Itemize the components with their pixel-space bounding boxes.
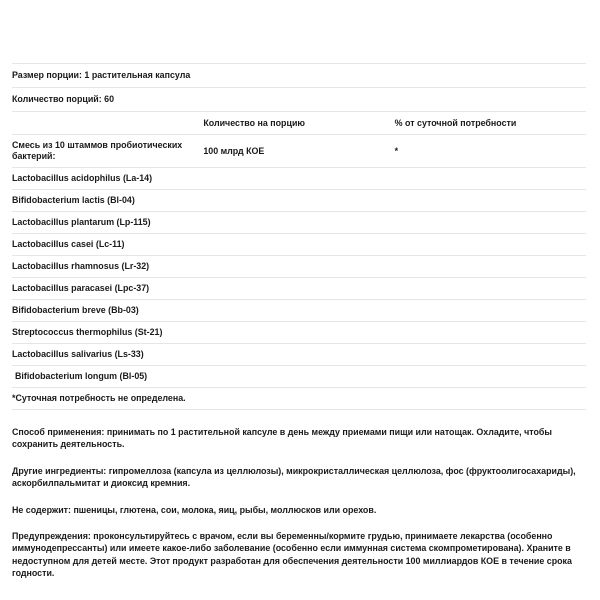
warnings-paragraph: Предупреждения: проконсультируйтесь с врачом, если вы беременны/кормите грудью, принимаете лекарства (особенно иммунодепрессанты) или имеете какое-либо заболевание (особенно если иммунная система скомпрометирована). Храните в недоступном для детей месте. Этот продукт разработан для обеспечения деятельности 100 миллиардов КОЕ в течение срока годности. [12, 531, 572, 579]
probiotic-blend-amount: 100 млрд КОЕ [203, 135, 394, 168]
label-notes [12, 426, 586, 580]
allergen-statement-paragraph: Не содержит: пшеницы, глютена, сои, молока, яиц, рыбы, моллюсков или орехов. [12, 504, 377, 515]
strain-name: Lactobacillus acidophilus (La-14) [12, 168, 586, 190]
table-row [12, 190, 586, 212]
table-row [12, 256, 586, 278]
column-header-percent-daily-value: % от суточной потребности [395, 112, 586, 135]
table-row [12, 366, 586, 388]
probiotic-blend-name: Смесь из 10 штаммов пробиотических бактерий: [12, 135, 203, 168]
table-row [12, 344, 586, 366]
table-row [12, 168, 586, 190]
strain-name: Streptococcus thermophilus (St-21) [12, 322, 586, 344]
strain-name: Lactobacillus paracasei (Lpc-37) [12, 278, 586, 300]
other-ingredients-paragraph: Другие ингредиенты: гипромеллоза (капсула из целлюлозы), микрокристаллическая целлюлоза, фос (фруктоолигосахариды), аскорбилпальмитат и диоксид кремния. [12, 465, 576, 489]
table-row [12, 212, 586, 234]
column-header-name [12, 112, 203, 135]
servings-per-container-text: Количество порций: 60 [12, 88, 586, 112]
strain-name: Lactobacillus casei (Lc-11) [12, 234, 586, 256]
supplement-facts-table [12, 63, 586, 410]
table-row [12, 322, 586, 344]
column-header-amount-per-serving: Количество на порцию [203, 112, 394, 135]
table-row [12, 278, 586, 300]
table-row [12, 234, 586, 256]
table-row-daily-value-footnote [12, 388, 586, 410]
strain-name: Bifidobacterium longum (Bl-05) [12, 366, 586, 388]
directions-paragraph: Способ применения: принимать по 1 растительной капсуле в день между приемами пищи или натощак. Охладите, чтобы сохранить деятельность. [12, 427, 552, 450]
strain-name: Lactobacillus rhamnosus (Lr-32) [12, 256, 586, 278]
strain-name: Bifidobacterium lactis (Bl-04) [12, 190, 586, 212]
table-row-probiotic-blend [12, 135, 586, 168]
probiotic-blend-daily-value: * [395, 135, 586, 168]
table-header-row [12, 112, 586, 135]
table-row-servings-per-container [12, 88, 586, 112]
strain-name: Lactobacillus salivarius (Ls-33) [12, 344, 586, 366]
table-row [12, 300, 586, 322]
daily-value-footnote: *Суточная потребность не определена. [12, 388, 586, 410]
strain-name: Lactobacillus plantarum (Lp-115) [12, 212, 586, 234]
serving-size-text: Размер порции: 1 растительная капсула [12, 64, 586, 88]
table-row-serving-size [12, 64, 586, 88]
strain-name: Bifidobacterium breve (Bb-03) [12, 300, 586, 322]
